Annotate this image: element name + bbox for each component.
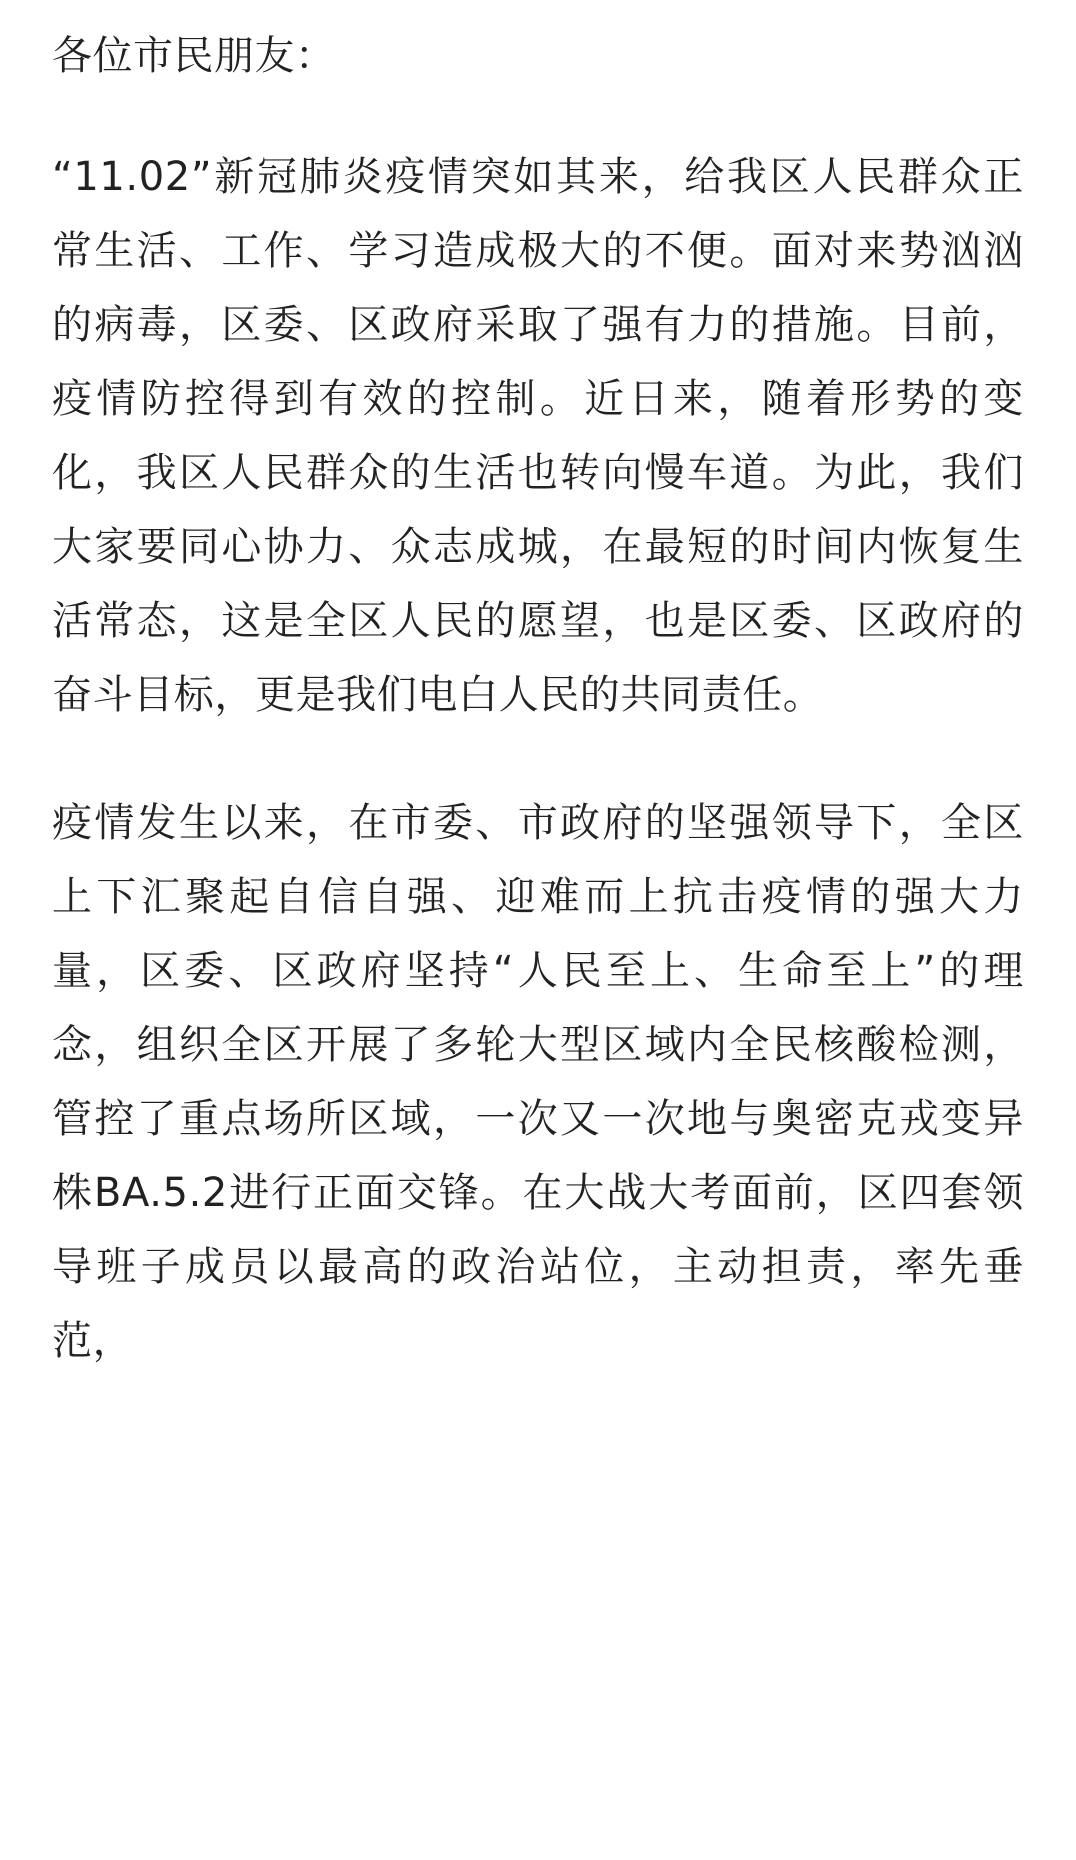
paragraph-2: 疫情发生以来，在市委、市政府的坚强领导下，全区上下汇聚起自信自强、迎难而上抗击疫情的强大力量，区委、区政府坚持“人民至上、生命至上”的理念，组织全区开展了多轮大型区域内全民核酸检测，管控了重点场所区域，一次又一次地与奥密克戎变异株BA.5.2进行正面交锋。在大战大考面前，区四套领导班子成员以最高的政治站位，主动担责，率先垂范， bbox=[52, 800, 1024, 1364]
paragraph-1: “11.02”新冠肺炎疫情突如其来，给我区人民群众正常生活、工作、学习造成极大的不便。面对来势汹汹的病毒，区委、区政府采取了强有力的措施。目前，疫情防控得到有效的控制。近日来，随着形势的变化，我区人民群众的生活也转向慢车道。为此，我们大家要同心协力、众志成城，在最短的时间内恢复生活常态，这是全区人民的愿望，也是区委、区政府的奋斗目标，更是我们电白人民的共同责任。 bbox=[52, 154, 1024, 718]
salutation-line: 各位市民朋友： bbox=[52, 33, 336, 79]
article-body bbox=[52, 26, 1024, 1378]
